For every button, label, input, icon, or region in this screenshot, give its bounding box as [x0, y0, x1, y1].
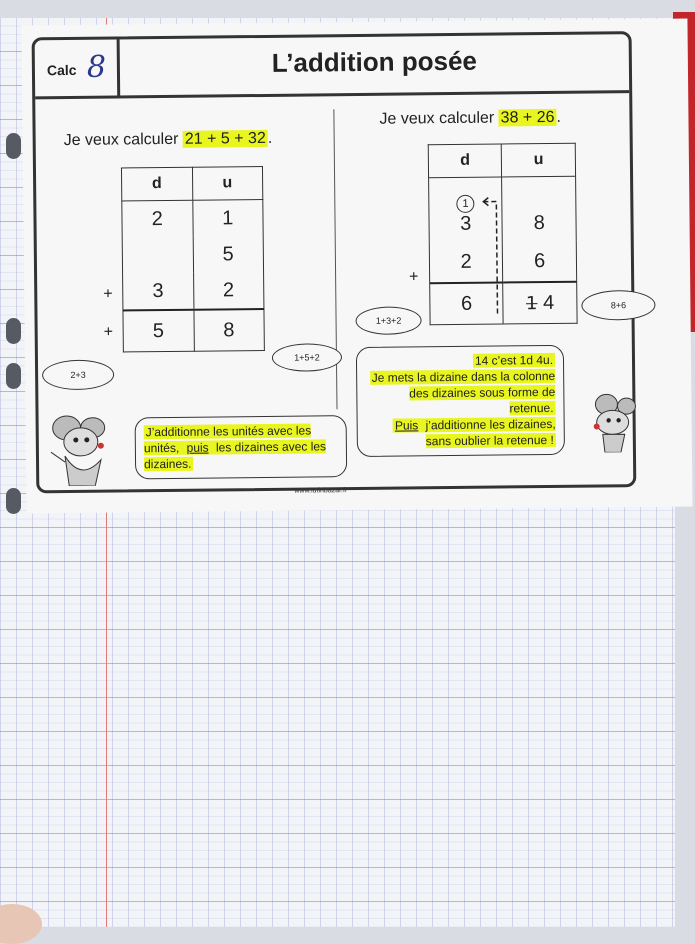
calc-label: Calc [46, 61, 77, 79]
result-units [503, 282, 577, 324]
binder-hole [6, 318, 21, 344]
highlighted-expression: 21 + 5 + 32 [184, 129, 266, 148]
lesson-header [35, 34, 630, 99]
carry-arrow [476, 195, 507, 315]
units-calc-bubble: 8+6 [581, 290, 655, 321]
tens-header: d [121, 167, 192, 201]
plus-sign: + [409, 268, 419, 286]
calc-number: 8 [86, 49, 107, 85]
speech-text: les dizaines avec les dizaines. [143, 439, 327, 472]
mouse-left-illustration [45, 411, 126, 486]
speech-line: j’additionne les dizaines, sans oublier la retenue ! [422, 416, 556, 449]
highlighted-expression: 38 + 26 [500, 108, 555, 127]
footer-url: www.lutinbazar.fr [294, 487, 348, 495]
tens-cell: 3 [123, 273, 194, 311]
result-tens: 6 [430, 282, 504, 324]
plus-sign: + [103, 323, 114, 341]
struck-carry-digit: 1 [525, 292, 538, 314]
plus-sign: + [103, 285, 113, 303]
units-cell: 1 [192, 199, 263, 236]
tens-header: d [428, 144, 502, 178]
intro-text: Je veux calculer [379, 109, 499, 128]
units-digit: 4 [542, 291, 555, 314]
intro-text: Je veux calculer [63, 130, 183, 150]
units-header: u [192, 166, 263, 200]
mouse-right-illustration [590, 392, 639, 452]
left-intro [64, 130, 273, 150]
speech-text: J’additionne les unités avec les unités, [143, 423, 312, 456]
units-cell: 2 [193, 272, 264, 310]
intro-period: . [267, 129, 273, 147]
tens-cell [122, 237, 193, 274]
speech-underlined: puis [186, 440, 209, 455]
units-header: u [502, 143, 576, 177]
tens-cell: 2 [122, 200, 193, 237]
left-speech-bubble [135, 415, 348, 479]
units-cell: 6 [503, 241, 577, 283]
right-speech-bubble [356, 345, 565, 457]
binder-hole [6, 363, 21, 389]
units-cell: 8 [502, 176, 576, 241]
units-calc-bubble: 1+5+2 [272, 343, 342, 372]
units-cell: 5 [193, 236, 264, 273]
printed-sheet [21, 19, 692, 514]
result-tens: 5 [123, 310, 194, 352]
carry-digit: 1 [456, 195, 474, 213]
result-units: 8 [193, 309, 264, 351]
right-intro [379, 109, 561, 129]
binder-hole [6, 133, 21, 159]
speech-underlined: Puis [394, 418, 419, 433]
tens-calc-bubble: 2+3 [42, 360, 114, 391]
tens-cell: 2 [429, 241, 503, 283]
intro-period: . [556, 108, 561, 126]
tens-digit: 3 [460, 212, 472, 235]
binder-hole [6, 488, 21, 514]
speech-line: 14 c’est 1d 4u. [474, 352, 554, 368]
tens-calc-bubble: 1+3+2 [355, 306, 421, 335]
speech-line: Je mets la dizaine dans la colonne des dizaines sous forme de retenue. [371, 368, 556, 416]
lesson-frame [32, 31, 637, 493]
left-column-table [121, 166, 265, 352]
page-title: L’addition posée [271, 45, 478, 78]
